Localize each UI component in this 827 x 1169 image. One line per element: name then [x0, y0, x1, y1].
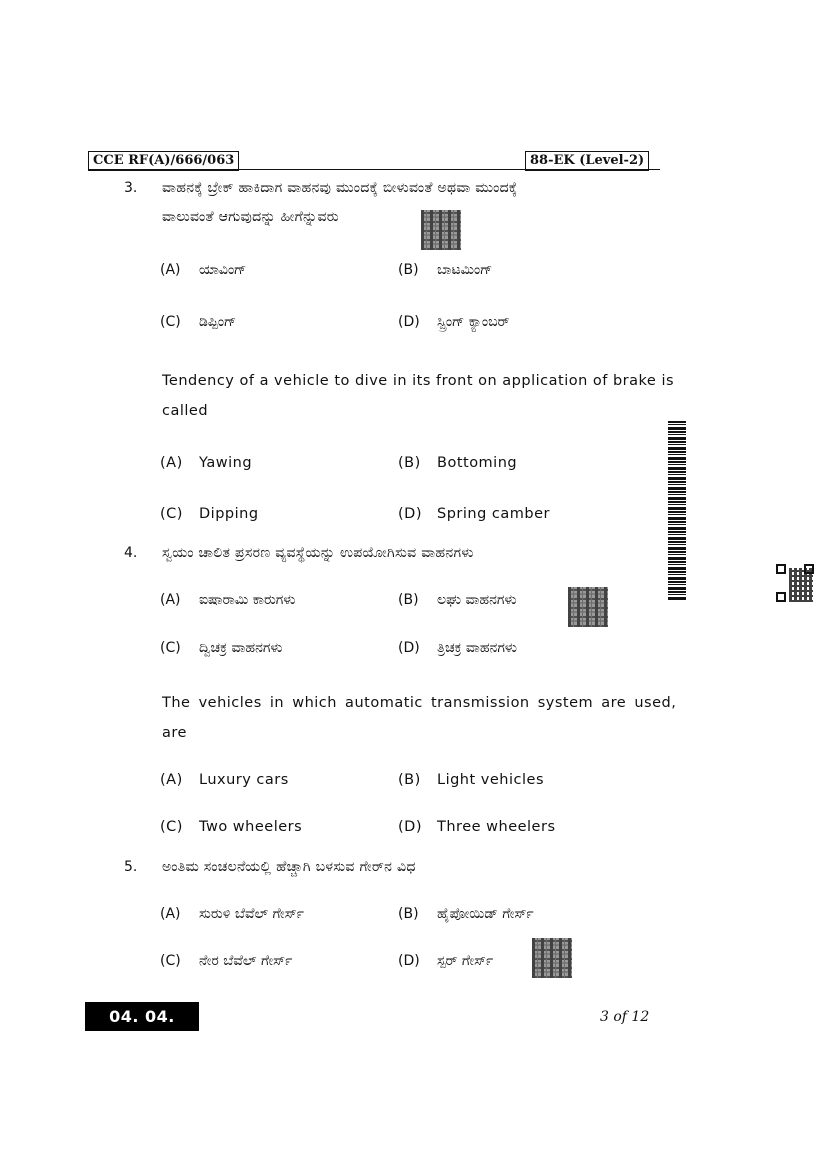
question-number: 5. [124, 859, 138, 875]
question-text-kannada-cont: ವಾಲುವಂತೆ ಆಗುವುದನ್ನು ಹೀಗೆನ್ನುವರು [162, 209, 339, 225]
option-text: ದ್ವಿಚಕ್ರ ವಾಹನಗಳು [199, 640, 283, 656]
option-text: Luxury cars [199, 772, 289, 788]
question-text-english: The vehicles in which automatic transmission system are used, [162, 695, 677, 711]
option-text: Light vehicles [437, 772, 544, 788]
option-label: (A) [160, 772, 183, 788]
option-text: Spring camber [437, 506, 550, 522]
question-text-kannada: ಅಂತಿಮ ಸಂಚಲನೆಯಲ್ಲಿ ಹೆಚ್ಚಾಗಿ ಬಳಸುವ ಗೇರ್‌ನ ವಿಧ [162, 859, 416, 875]
option-label: (D) [398, 819, 422, 835]
option-label: (C) [160, 506, 183, 522]
option-text: ಹೈಪೋಯಿಡ್ ಗೇರ್ಸ್ [437, 906, 534, 922]
option-text: ಸ್ಪರ್ ಗೇರ್ಸ್ [437, 953, 494, 969]
option-text: ಬಾಟಮಿಂಗ್ [437, 262, 493, 278]
option-text: ಸ್ಪ್ರಿಂಗ್ ಕ್ಯಾಂಬರ್ [437, 314, 510, 330]
subject-code: 88-EK (Level-2) [525, 151, 649, 171]
option-label: (B) [398, 772, 421, 788]
option-text: Three wheelers [437, 819, 556, 835]
exam-date: 04. 04. 2024 [85, 1002, 199, 1031]
option-text: ಸುರುಳಿ ಬೆವೆಲ್ ಗೇರ್ಸ್ [199, 906, 304, 922]
option-label: (C) [160, 953, 181, 969]
option-label: (C) [160, 314, 181, 330]
option-text: Yawing [199, 455, 253, 471]
option-text: Dipping [199, 506, 259, 522]
option-label: (C) [160, 819, 183, 835]
option-label: (B) [398, 906, 419, 922]
option-text: ಡಿಪ್ಪಿಂಗ್ [199, 314, 237, 330]
option-text: ನೇರ ಬೆವೆಲ್ ಗೇರ್ಸ್ [199, 953, 293, 969]
option-label: (D) [398, 640, 420, 656]
option-label: (B) [398, 455, 421, 471]
option-label: (C) [160, 640, 181, 656]
option-label: (A) [160, 906, 181, 922]
question-text-kannada: ಸ್ವಯಂ ಚಾಲಿತ ಪ್ರಸರಣ ವ್ಯವಸ್ಥೆಯನ್ನು ಉಪಯೋಗಿಸುವ ವಾಹನಗಳು [162, 545, 474, 561]
question-text-english: Tendency of a vehicle to dive in its front on application of brake is [162, 373, 675, 389]
question-text-english-cont: called [162, 403, 209, 419]
option-label: (B) [398, 592, 419, 608]
option-text: ಐಷಾರಾಮಿ ಕಾರುಗಳು [199, 592, 296, 608]
paper-code: CCE RF(A)/666/063 [88, 151, 239, 171]
option-label: (A) [160, 592, 181, 608]
option-label: (D) [398, 314, 420, 330]
question-text-kannada: ವಾಹನಕ್ಕೆ ಬ್ರೇಕ್ ಹಾಕಿದಾಗ ವಾಹನವು ಮುಂದಕ್ಕೆ ಬೀಳುವಂತೆ ಅಥವಾ ಮುಂದಕ್ಕೆ [162, 180, 518, 196]
barcode [668, 421, 686, 601]
page-number: 3 of 12 [600, 1009, 650, 1025]
option-label: (D) [398, 953, 420, 969]
qr-code-image [421, 210, 461, 250]
option-text: ಯಾವಿಂಗ್ [199, 262, 247, 278]
qr-code-image [568, 587, 608, 627]
option-label: (B) [398, 262, 419, 278]
option-label: (A) [160, 262, 181, 278]
question-number: 3. [124, 180, 138, 196]
side-qr-code [776, 564, 816, 604]
question-number: 4. [124, 545, 138, 561]
option-text: Two wheelers [199, 819, 303, 835]
option-label: (A) [160, 455, 183, 471]
option-text: Bottoming [437, 455, 518, 471]
header-rule [88, 169, 660, 170]
qr-code-image [532, 938, 572, 978]
question-text-english-cont: are [162, 725, 187, 741]
option-label: (D) [398, 506, 422, 522]
option-text: ತ್ರಿಚಕ್ರ ವಾಹನಗಳು [437, 640, 517, 656]
option-text: ಲಘು ವಾಹನಗಳು [437, 592, 517, 608]
